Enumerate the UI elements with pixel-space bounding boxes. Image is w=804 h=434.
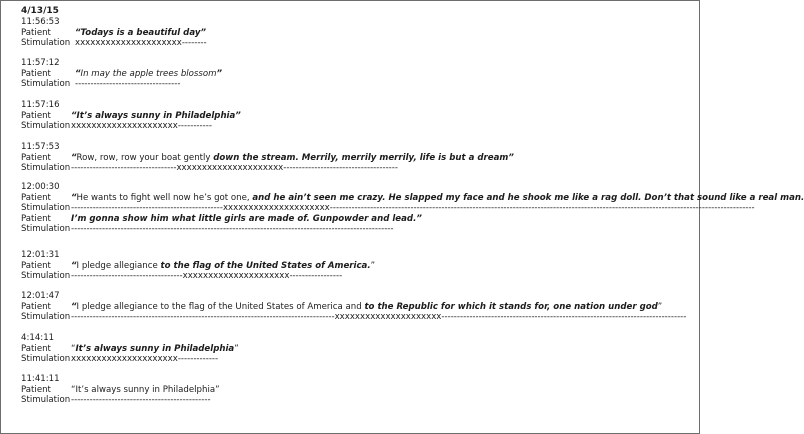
stimulation-row-text	[71, 121, 212, 132]
stimulation-label: Stimulation	[21, 121, 71, 131]
timestamp-row	[21, 291, 695, 302]
text-segment: xxxxxxxxxxxxxxxxxxxxx	[176, 163, 284, 173]
text-segment: “	[71, 260, 77, 271]
patient-row	[21, 69, 695, 80]
entry-block	[21, 291, 695, 323]
text-segment: -------------------------------------	[283, 163, 398, 173]
patient-row	[21, 28, 695, 39]
text-segment: It’s always sunny in Philadelphia	[75, 343, 235, 354]
patient-row	[21, 192, 804, 204]
text-segment: I pledge allegiance to the flag of the United States of America and	[76, 301, 365, 312]
text-segment: I pledge allegiance	[76, 260, 161, 271]
patient-row	[21, 302, 695, 313]
stimulation-row	[21, 79, 695, 90]
patient-row	[21, 344, 695, 355]
text-segment: --------	[181, 38, 207, 48]
text-segment: -------------------------------------------------------------------------------------	[71, 312, 335, 322]
text-segment: “It’s always sunny in Philadelphia”	[71, 110, 241, 121]
text-segment: “	[71, 152, 77, 163]
timestamp-row	[21, 333, 695, 344]
text-segment: ---------------------------------------------	[71, 395, 211, 405]
text-segment: xxxxxxxxxxxxxxxxxxxxx	[222, 203, 330, 213]
patient-label: Patient	[21, 213, 51, 224]
timestamp: 12:01:31	[21, 250, 60, 260]
stimulation-row	[21, 121, 695, 132]
timestamp: 11:56:53	[21, 17, 60, 27]
text-segment: xxxxxxxxxxxxxxxxxxxxx	[182, 271, 290, 281]
entry-block	[21, 374, 695, 406]
stimulation-row	[21, 203, 755, 214]
patient-row-text	[71, 193, 804, 204]
timestamp-row	[21, 374, 695, 385]
text-segment: ”	[370, 260, 376, 271]
stimulation-label: Stimulation	[21, 224, 71, 234]
text-segment: ----------------------------------	[75, 79, 181, 89]
entry-block	[21, 333, 695, 365]
patient-row-text	[71, 261, 375, 272]
timestamp: 11:57:12	[21, 58, 60, 68]
text-segment: He wants to fight well now he’s got one,	[76, 192, 253, 203]
patient-row	[21, 385, 695, 396]
stimulation-row-text	[71, 395, 211, 406]
stimulation-row-text	[71, 224, 394, 235]
text-segment: down the stream. Merrily, merrily merrily, life is but a dream”	[213, 152, 514, 163]
stimulation-label: Stimulation	[21, 203, 71, 213]
patient-row-text	[75, 28, 206, 39]
stimulation-row	[21, 395, 695, 406]
patient-row-text	[71, 153, 514, 164]
patient-row	[21, 214, 695, 225]
patient-label: Patient	[21, 152, 51, 163]
text-segment: -----------------	[289, 271, 343, 281]
timestamp: 4:14:11	[21, 333, 55, 343]
text-segment: “	[75, 68, 81, 79]
timestamp: 11:57:53	[21, 142, 60, 152]
stimulation-label: Stimulation	[21, 312, 71, 322]
patient-row-text	[71, 302, 662, 313]
text-segment: xxxxxxxxxxxxxxxxxxxxx	[71, 121, 178, 131]
entry-block	[21, 17, 695, 49]
text-segment: -----------	[177, 121, 212, 131]
text-segment: --------------------------------------------------------------------------------------------------------	[71, 224, 394, 234]
patient-row-text	[71, 344, 239, 355]
stimulation-label: Stimulation	[21, 354, 71, 364]
timestamp: 12:01:47	[21, 291, 60, 301]
stimulation-row	[21, 271, 695, 282]
text-segment: “	[71, 301, 77, 312]
text-segment: ------------------------------------	[71, 271, 183, 281]
patient-label: Patient	[21, 27, 51, 38]
patient-row-text	[71, 214, 422, 225]
patient-row-text	[71, 111, 241, 122]
stimulation-label: Stimulation	[21, 395, 71, 405]
timestamp-row	[21, 142, 695, 153]
text-segment: “	[71, 192, 77, 203]
text-segment: “	[71, 343, 76, 354]
stimulation-label: Stimulation	[21, 163, 71, 173]
stimulation-row	[21, 38, 695, 49]
patient-label: Patient	[21, 192, 51, 203]
entry-block	[21, 142, 695, 174]
text-segment: I’m gonna show him what little girls are made of. Gunpowder and lead.”	[71, 213, 422, 224]
text-segment: to the flag of the United States of America.	[160, 260, 371, 271]
entry-block	[21, 100, 695, 132]
stimulation-row	[21, 224, 695, 235]
patient-row	[21, 153, 695, 164]
text-segment: ”	[234, 343, 239, 354]
session-date: 4/13/15	[21, 6, 59, 16]
stimulation-row	[21, 163, 695, 174]
text-segment: -----------------------------------------------------------------------------------------------------------------------------------------	[329, 203, 755, 213]
patient-row	[21, 111, 695, 122]
text-segment: xxxxxxxxxxxxxxxxxxxxx	[71, 354, 178, 364]
stimulation-label: Stimulation	[21, 79, 71, 89]
timestamp-row	[21, 250, 695, 261]
entry-block	[21, 250, 695, 282]
text-segment: -------------------------------------------------------------------------------	[441, 312, 687, 322]
patient-row-text	[71, 385, 220, 396]
text-segment: Row, row, row your boat gently	[76, 152, 214, 163]
stimulation-row-text	[71, 354, 218, 365]
patient-row	[21, 261, 695, 272]
stimulation-row-text	[75, 79, 180, 90]
stimulation-row	[21, 354, 695, 365]
stimulation-label: Stimulation	[21, 271, 71, 281]
text-segment: ”	[216, 68, 223, 79]
entry-block	[21, 182, 804, 235]
stimulation-row-text	[71, 163, 398, 174]
text-segment: ----------------------------------	[71, 163, 177, 173]
patient-label: Patient	[21, 384, 51, 395]
timestamp-row	[21, 58, 695, 69]
patient-row-text	[75, 69, 222, 80]
text-segment: ”	[657, 301, 663, 312]
stimulation-label: Stimulation	[21, 38, 71, 48]
timestamp-row	[21, 100, 695, 111]
timestamp: 11:57:16	[21, 100, 60, 110]
text-segment: xxxxxxxxxxxxxxxxxxxxx	[75, 38, 182, 48]
text-segment: to the Republic for which it stands for, one nation under god	[364, 301, 658, 312]
patient-label: Patient	[21, 343, 51, 354]
text-segment: xxxxxxxxxxxxxxxxxxxxx	[334, 312, 442, 322]
stimulation-row-text	[71, 271, 342, 282]
timestamp: 12:00:30	[21, 182, 60, 192]
text-segment: -------------------------------------------------	[71, 203, 223, 213]
stimulation-row-text	[75, 38, 207, 49]
text-segment: “Todays is a beautiful day”	[75, 27, 206, 38]
text-segment: and he ain’t seen me crazy. He slapped my face and he shook me like a rag doll. Don’t that sound like a real man.	[252, 192, 804, 203]
text-segment: -------------	[177, 354, 219, 364]
stimulation-row	[21, 312, 695, 323]
text-segment: In may the apple trees blossom	[80, 68, 217, 79]
patient-label: Patient	[21, 110, 51, 121]
patient-label: Patient	[21, 68, 51, 79]
timestamp: 11:41:11	[21, 374, 60, 384]
stimulation-row-text	[71, 203, 755, 214]
patient-label: Patient	[21, 301, 51, 312]
text-segment: “It’s always sunny in Philadelphia”	[71, 384, 220, 395]
timestamp-row	[21, 17, 695, 28]
stimulation-row-text	[71, 312, 686, 323]
entry-block	[21, 58, 695, 90]
patient-label: Patient	[21, 260, 51, 271]
timestamp-row	[21, 182, 695, 193]
